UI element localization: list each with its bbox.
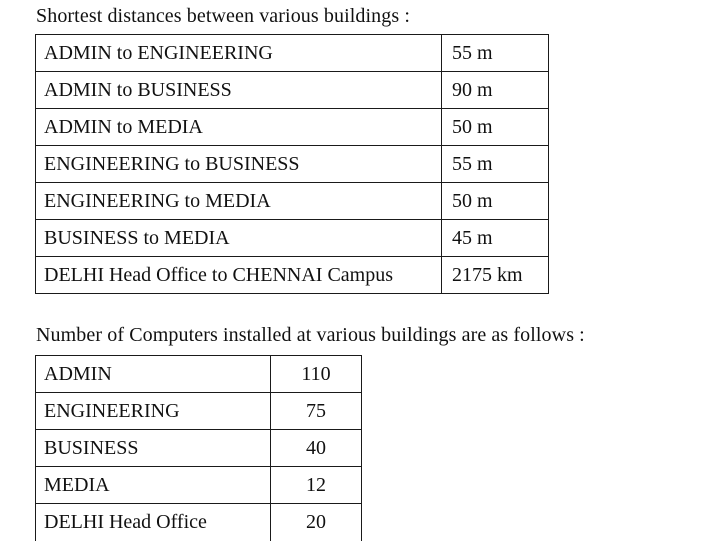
building-cell: ADMIN	[36, 356, 271, 393]
route-cell: ADMIN to BUSINESS	[36, 72, 442, 109]
building-cell: DELHI Head Office	[36, 504, 271, 541]
distance-cell: 55 m	[442, 35, 549, 72]
count-cell: 40	[271, 430, 362, 467]
building-cell: BUSINESS	[36, 430, 271, 467]
table-row	[36, 146, 549, 183]
distance-cell: 55 m	[442, 146, 549, 183]
table-row	[36, 393, 362, 430]
distances-table	[35, 34, 549, 294]
count-cell: 110	[271, 356, 362, 393]
route-cell: ENGINEERING to BUSINESS	[36, 146, 442, 183]
computers-caption: Number of Computers installed at various buildings are as follows :	[36, 324, 585, 346]
table-row	[36, 504, 362, 541]
count-cell: 75	[271, 393, 362, 430]
route-cell: DELHI Head Office to CHENNAI Campus	[36, 257, 442, 294]
distance-cell: 45 m	[442, 220, 549, 257]
computers-table	[35, 355, 362, 541]
distances-caption: Shortest distances between various buildings :	[36, 5, 410, 27]
table-row	[36, 183, 549, 220]
building-cell: MEDIA	[36, 467, 271, 504]
route-cell: ENGINEERING to MEDIA	[36, 183, 442, 220]
distance-cell: 90 m	[442, 72, 549, 109]
distance-cell: 50 m	[442, 183, 549, 220]
distance-cell: 50 m	[442, 109, 549, 146]
route-cell: ADMIN to MEDIA	[36, 109, 442, 146]
table-row	[36, 109, 549, 146]
count-cell: 12	[271, 467, 362, 504]
table-row	[36, 257, 549, 294]
table-row	[36, 72, 549, 109]
table-row	[36, 467, 362, 504]
building-cell: ENGINEERING	[36, 393, 271, 430]
route-cell: ADMIN to ENGINEERING	[36, 35, 442, 72]
route-cell: BUSINESS to MEDIA	[36, 220, 442, 257]
table-row	[36, 220, 549, 257]
count-cell: 20	[271, 504, 362, 541]
distance-cell: 2175 km	[442, 257, 549, 294]
table-row	[36, 430, 362, 467]
table-row	[36, 356, 362, 393]
table-row	[36, 35, 549, 72]
